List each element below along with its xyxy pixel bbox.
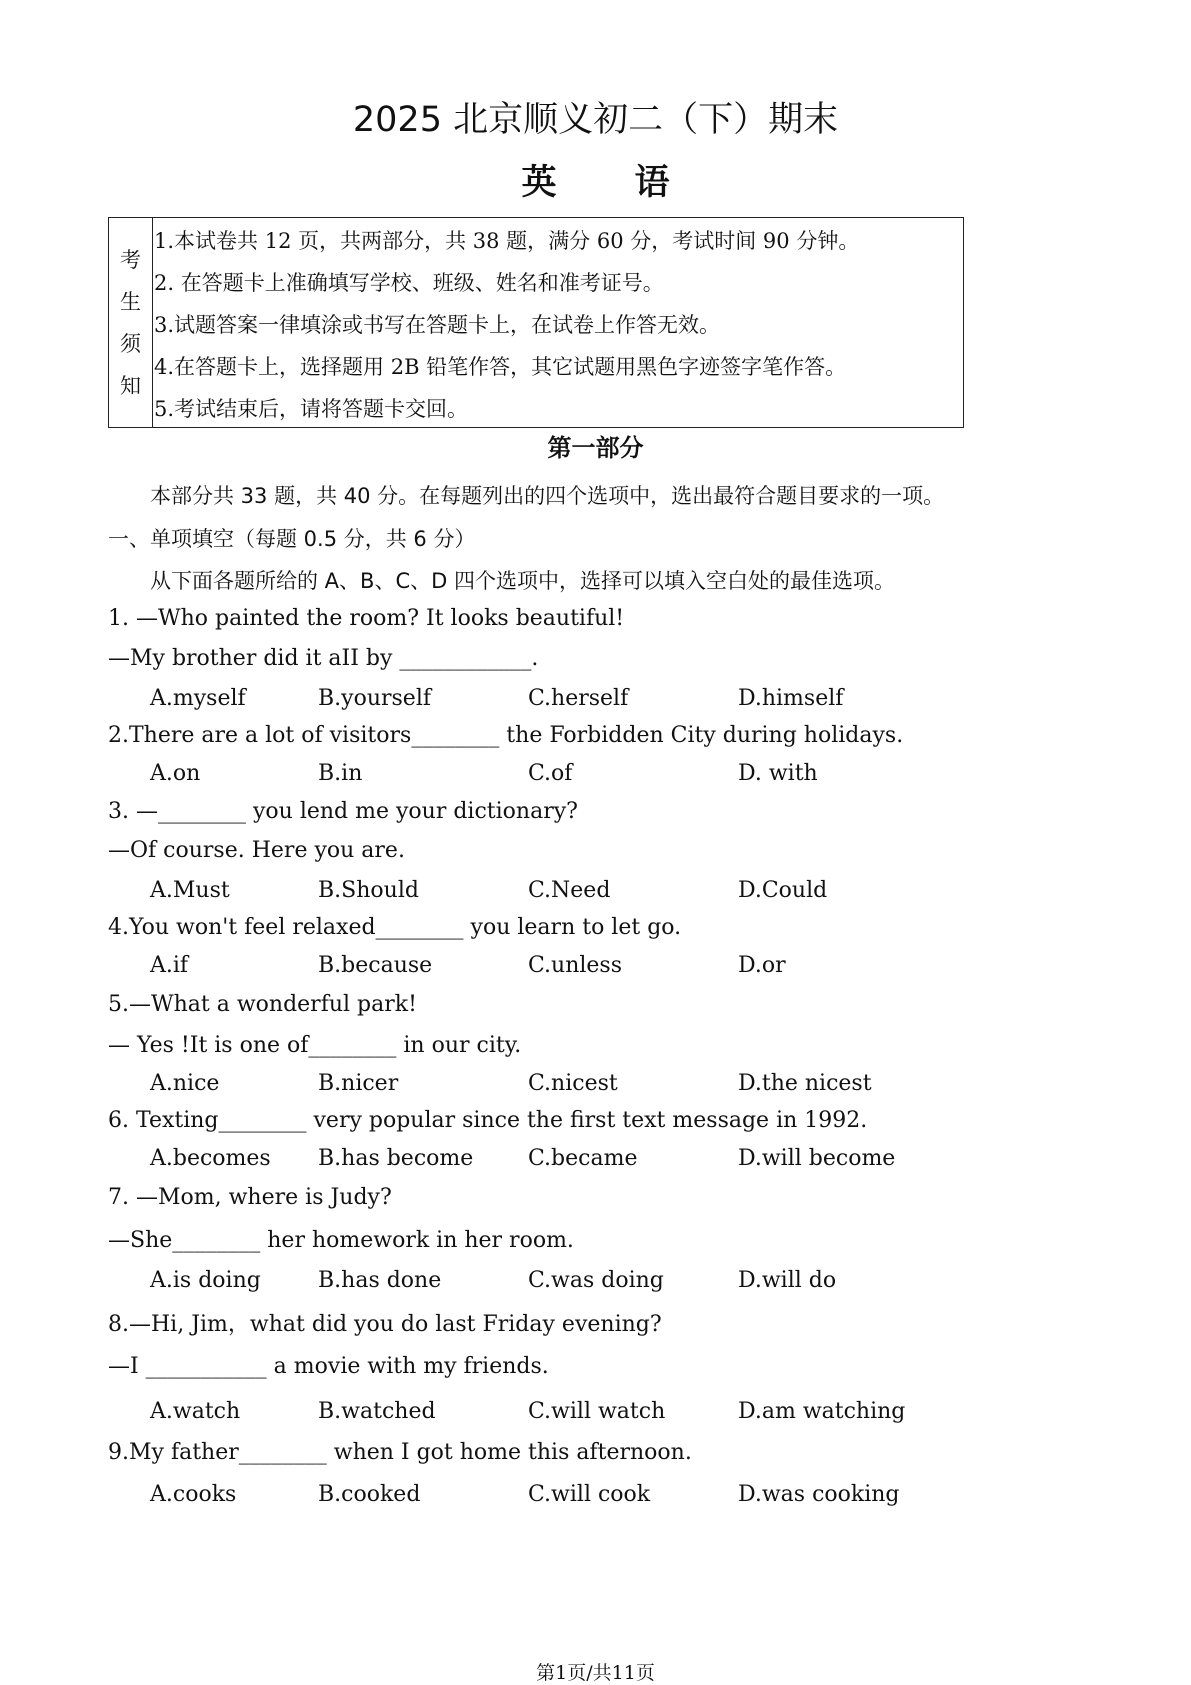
candidate-notice-box bbox=[108, 217, 964, 428]
option-d: D.the nicest bbox=[738, 1071, 872, 1096]
option-b: B.because bbox=[318, 953, 433, 978]
option-b: B.has done bbox=[318, 1268, 442, 1293]
option-c: C.was doing bbox=[528, 1268, 664, 1293]
option-a: A.on bbox=[150, 761, 201, 786]
question-line: 5.—What a wonderful park! bbox=[108, 992, 417, 1017]
option-a: A.cooks bbox=[150, 1482, 237, 1507]
question-line: 7. —Mom, where is Judy? bbox=[108, 1185, 392, 1210]
option-c: C.unless bbox=[528, 953, 623, 978]
page-footer: 第1页/共11页 bbox=[536, 1662, 655, 1684]
option-a: A.watch bbox=[150, 1399, 241, 1424]
option-a: A.Must bbox=[150, 878, 230, 903]
option-a: A.if bbox=[150, 953, 189, 978]
question-line: —Of course. Here you are. bbox=[108, 838, 405, 863]
option-a: A.is doing bbox=[150, 1268, 261, 1293]
option-a: A.nice bbox=[150, 1071, 220, 1096]
option-b: B.watched bbox=[318, 1399, 436, 1424]
option-b: B.yourself bbox=[318, 686, 432, 711]
option-c: C.nicest bbox=[528, 1071, 618, 1096]
option-b: B.in bbox=[318, 761, 363, 786]
option-d: D.Could bbox=[738, 878, 828, 903]
question-line: 1. —Who painted the room? It looks beautiful! bbox=[108, 606, 625, 631]
option-d: D.am watching bbox=[738, 1399, 906, 1424]
question-line: — Yes !It is one of________ in our city. bbox=[108, 1033, 522, 1058]
option-d: D.was cooking bbox=[738, 1482, 900, 1507]
notice-item: 2. 在答题卡上准确填写学校、班级、姓名和准考证号。 bbox=[154, 271, 664, 295]
option-c: C.will cook bbox=[528, 1482, 651, 1507]
option-a: A.becomes bbox=[150, 1146, 271, 1171]
notice-label bbox=[109, 218, 153, 427]
question-line: 4.You won't feel relaxed________ you learn to let go. bbox=[108, 915, 682, 940]
question-line: —She________ her homework in her room. bbox=[108, 1228, 574, 1253]
option-c: C.herself bbox=[528, 686, 629, 711]
question-line: 3. —________ you lend me your dictionary? bbox=[108, 799, 578, 824]
option-b: B.Should bbox=[318, 878, 419, 903]
exam-title: 2025 北京顺义初二（下）期末 bbox=[352, 100, 839, 140]
part-title: 第一部分 bbox=[547, 434, 644, 462]
option-a: A.myself bbox=[150, 686, 246, 711]
section-instruction: 从下面各题所给的 A、B、C、D 四个选项中，选择可以填入空白处的最佳选项。 bbox=[150, 569, 895, 593]
option-c: C.became bbox=[528, 1146, 638, 1171]
notice-items bbox=[153, 218, 963, 427]
notice-label-char: 生 bbox=[120, 289, 141, 314]
option-b: B.nicer bbox=[318, 1071, 399, 1096]
question-line: 8.—Hi, Jim，what did you do last Friday evening? bbox=[108, 1312, 662, 1337]
option-d: D.or bbox=[738, 953, 786, 978]
section-title: 一、单项填空（每题 0.5 分，共 6 分） bbox=[108, 527, 476, 551]
part-description: 本部分共 33 题，共 40 分。在每题列出的四个选项中，选出最符合题目要求的一项。 bbox=[150, 484, 945, 508]
notice-item: 4.在答题卡上，选择题用 2B 铅笔作答，其它试题用黑色字迹签字笔作答。 bbox=[154, 355, 847, 379]
option-c: C.Need bbox=[528, 878, 611, 903]
option-d: D.will become bbox=[738, 1146, 896, 1171]
option-b: B.cooked bbox=[318, 1482, 421, 1507]
question-line: 9.My father________ when I got home this afternoon. bbox=[108, 1440, 692, 1465]
subject-title bbox=[0, 155, 1191, 205]
notice-label-char: 考 bbox=[120, 247, 141, 272]
question-line: —I ___________ a movie with my friends. bbox=[108, 1354, 549, 1379]
option-b: B.has become bbox=[318, 1146, 474, 1171]
option-d: D.himself bbox=[738, 686, 844, 711]
subject-char-1: 英 bbox=[521, 163, 557, 203]
notice-item: 3.试题答案一律填涂或书写在答题卡上，在试卷上作答无效。 bbox=[154, 313, 721, 337]
option-c: C.will watch bbox=[528, 1399, 666, 1424]
notice-label-char: 知 bbox=[120, 373, 141, 398]
option-d: D. with bbox=[738, 761, 818, 786]
question-line: 6. Texting________ very popular since the first text message in 1992. bbox=[108, 1108, 868, 1133]
question-line: —My brother did it aII by ____________. bbox=[108, 646, 539, 671]
notice-item: 1.本试卷共 12 页，共两部分，共 38 题，满分 60 分，考试时间 90 分钟。 bbox=[154, 229, 860, 253]
notice-label-char: 须 bbox=[120, 331, 141, 356]
option-d: D.will do bbox=[738, 1268, 837, 1293]
question-line: 2.There are a lot of visitors________ the Forbidden City during holidays. bbox=[108, 723, 904, 748]
notice-item: 5.考试结束后，请将答题卡交回。 bbox=[154, 397, 469, 421]
option-c: C.of bbox=[528, 761, 573, 786]
subject-char-2: 语 bbox=[634, 163, 670, 203]
